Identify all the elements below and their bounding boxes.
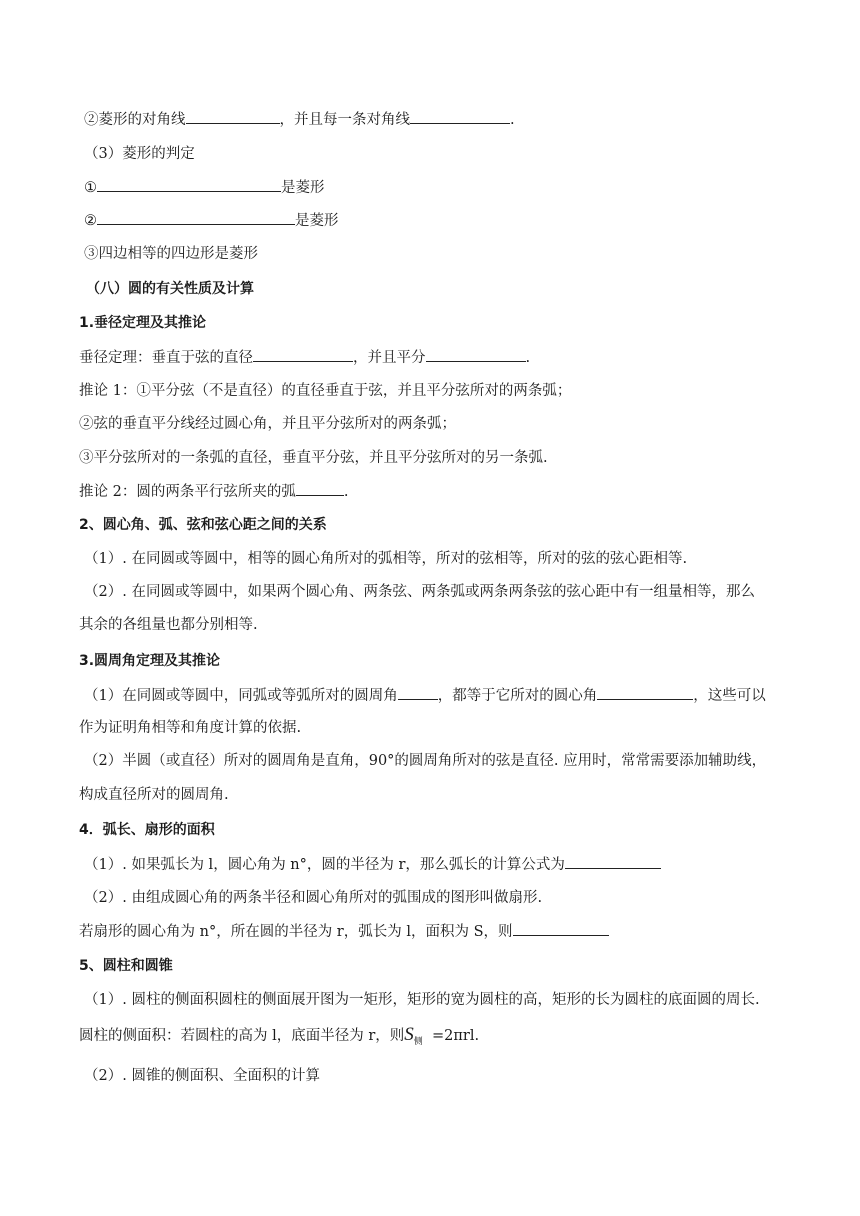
rhombus-judge-1 [84,176,800,199]
s3-para-1 [84,684,800,707]
answer-blank[interactable] [296,480,344,496]
section-title: （八）圆的有关性质及计算 [86,281,254,297]
s5-para-2 [79,1024,800,1053]
s4-para-3 [79,920,800,943]
s2-para-1: （1）. 在同圆或等圆中，相等的圆心角所对的弧相等，所对的弦相等，所对的弦的弦心距相等. [84,551,688,567]
rhombus-judge-2 [84,209,800,232]
s1-title: 1.垂径定理及其推论 [79,315,207,331]
text: . [343,484,349,500]
s3-title: 3.圆周角定理及其推论 [79,653,221,669]
s2-para-2b: 其余的各组量也都分别相等. [79,617,258,633]
s1-theorem [79,346,800,369]
s5-para-1: （1）. 圆柱的侧面积圆柱的侧面展开图为一矩形，矩形的宽为圆柱的高，矩形的长为圆柱的底面圆的周长. [84,992,760,1008]
text: （1）. 如果弧长为 l，圆心角为 n°，圆的半径为 r，那么弧长的计算公式为 [84,857,565,873]
s4-title: 4．弧长、扇形的面积 [79,822,215,838]
text: ，并且平分 [353,350,426,366]
s5-title: 5、圆柱和圆锥 [79,958,173,974]
s3-para-2b: 构成直径所对的圆周角. [79,787,229,803]
text: 推论 2：圆的两条平行弦所夹的弧 [79,484,296,500]
text: ① [84,180,97,196]
answer-blank[interactable] [97,176,281,192]
text: 是菱形 [281,180,325,196]
answer-blank[interactable] [513,920,609,936]
s1-corollary-1: 推论 1：①平分弦（不是直径）的直径垂直于弦，并且平分弦所对的两条弧； [79,383,572,399]
s4-para-2: （2）. 由组成圆心角的两条半径和圆心角所对的弧围成的图形叫做扇形. [84,890,543,906]
text: ②菱形的对角线 [84,112,186,128]
text: ，并且每一条对角线 [279,112,410,128]
text: （1）在同圆或等圆中，同弧或等弧所对的圆周角 [84,688,398,704]
s1-corollary-1b: ②弦的垂直平分线经过圆心角，并且平分弦所对的两条弧； [79,416,456,432]
text: =2πrl. [432,1028,480,1044]
s5-para-3: （2）. 圆锥的侧面积、全面积的计算 [84,1068,320,1084]
text: 若扇形的圆心角为 n°，所在圆的半径为 r，弧长为 l，面积为 S，则 [79,924,513,940]
answer-blank[interactable] [565,853,661,869]
formula-symbol: S [404,1024,414,1045]
s1-corollary-2 [79,480,800,503]
answer-blank[interactable] [410,108,510,124]
text: 是菱形 [295,213,339,229]
text: ，这些可以 [693,688,766,704]
answer-blank[interactable] [398,684,438,700]
answer-blank[interactable] [597,684,693,700]
text: . [510,112,515,128]
text: . [525,350,531,366]
text: 垂径定理：垂直于弦的直径 [79,350,253,366]
s1-corollary-1c: ③平分弦所对的一条弧的直径，垂直平分弦，并且平分弦所对的另一条弧. [79,450,548,466]
s3-para-2a: （2）半圆（或直径）所对的圆周角是直角，90°的圆周角所对的弦是直径. 应用时，常常需要添加辅助线， [84,753,767,769]
s2-para-2a: （2）. 在同圆或等圆中，如果两个圆心角、两条弦、两条弧或两条两条弦的弦心距中有一组量相等，那么 [84,584,755,600]
answer-blank[interactable] [253,346,353,362]
text: ，都等于它所对的圆心角 [437,688,598,704]
s2-title: 2、圆心角、弧、弦和弦心距之间的关系 [79,517,327,533]
answer-blank[interactable] [186,108,280,124]
text: ② [84,213,97,229]
rhombus-diagonal-line [84,108,800,131]
rhombus-judge-heading: （3）菱形的判定 [84,146,195,162]
rhombus-judge-3: ③四边相等的四边形是菱形 [84,246,258,262]
formula-subscript: 侧 [413,1037,423,1047]
s3-para-1b: 作为证明角相等和角度计算的依据. [79,720,302,736]
answer-blank[interactable] [97,209,295,225]
text: 圆柱的侧面积：若圆柱的高为 l，底面半径为 r，则 [79,1028,405,1044]
answer-blank[interactable] [426,346,526,362]
s4-para-1 [84,853,800,876]
